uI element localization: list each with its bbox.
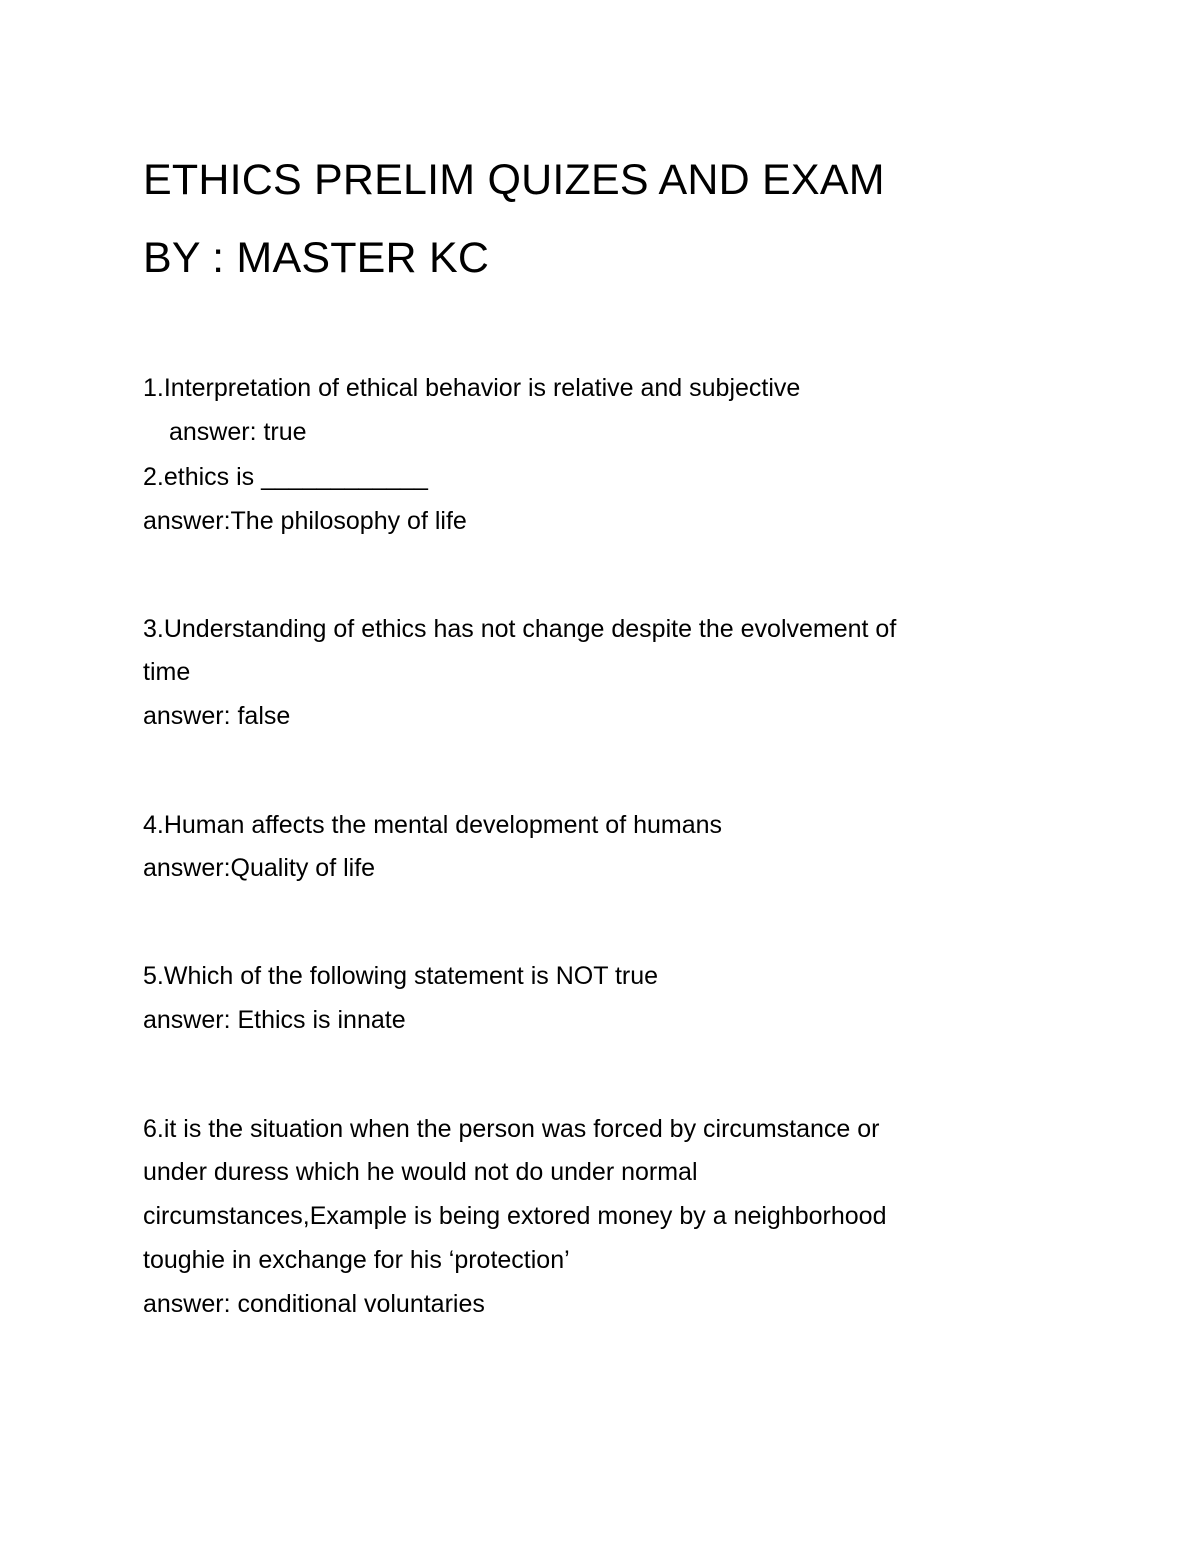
answer-4: answer:Quality of life — [143, 854, 376, 882]
document-title: ETHICS PRELIM QUIZES AND EXAM — [143, 156, 885, 204]
answer-2: answer:The philosophy of life — [143, 507, 467, 535]
question-1: 1.Interpretation of ethical behavior is relative and subjective — [143, 374, 801, 402]
question-5: 5.Which of the following statement is NOT true — [143, 962, 659, 990]
question-6-line-1: 6.it is the situation when the person was forced by circumstance or — [143, 1115, 880, 1143]
question-6-line-2: under duress which he would not do under normal — [143, 1158, 698, 1186]
question-4: 4.Human affects the mental development of humans — [143, 811, 723, 839]
question-6-line-3: circumstances,Example is being extored money by a neighborhood — [143, 1202, 887, 1230]
question-6-line-4: toughie in exchange for his ‘protection’ — [143, 1246, 570, 1274]
answer-3: answer: false — [143, 702, 291, 730]
document-author: BY : MASTER KC — [143, 234, 490, 282]
answer-6: answer: conditional voluntaries — [143, 1290, 485, 1318]
answer-1: answer: true — [169, 418, 307, 446]
question-2: 2.ethics is ____________ — [143, 463, 428, 491]
question-3-line-2: time — [143, 658, 191, 686]
answer-5: answer: Ethics is innate — [143, 1006, 406, 1034]
question-3-line-1: 3.Understanding of ethics has not change despite the evolvement of — [143, 615, 897, 643]
